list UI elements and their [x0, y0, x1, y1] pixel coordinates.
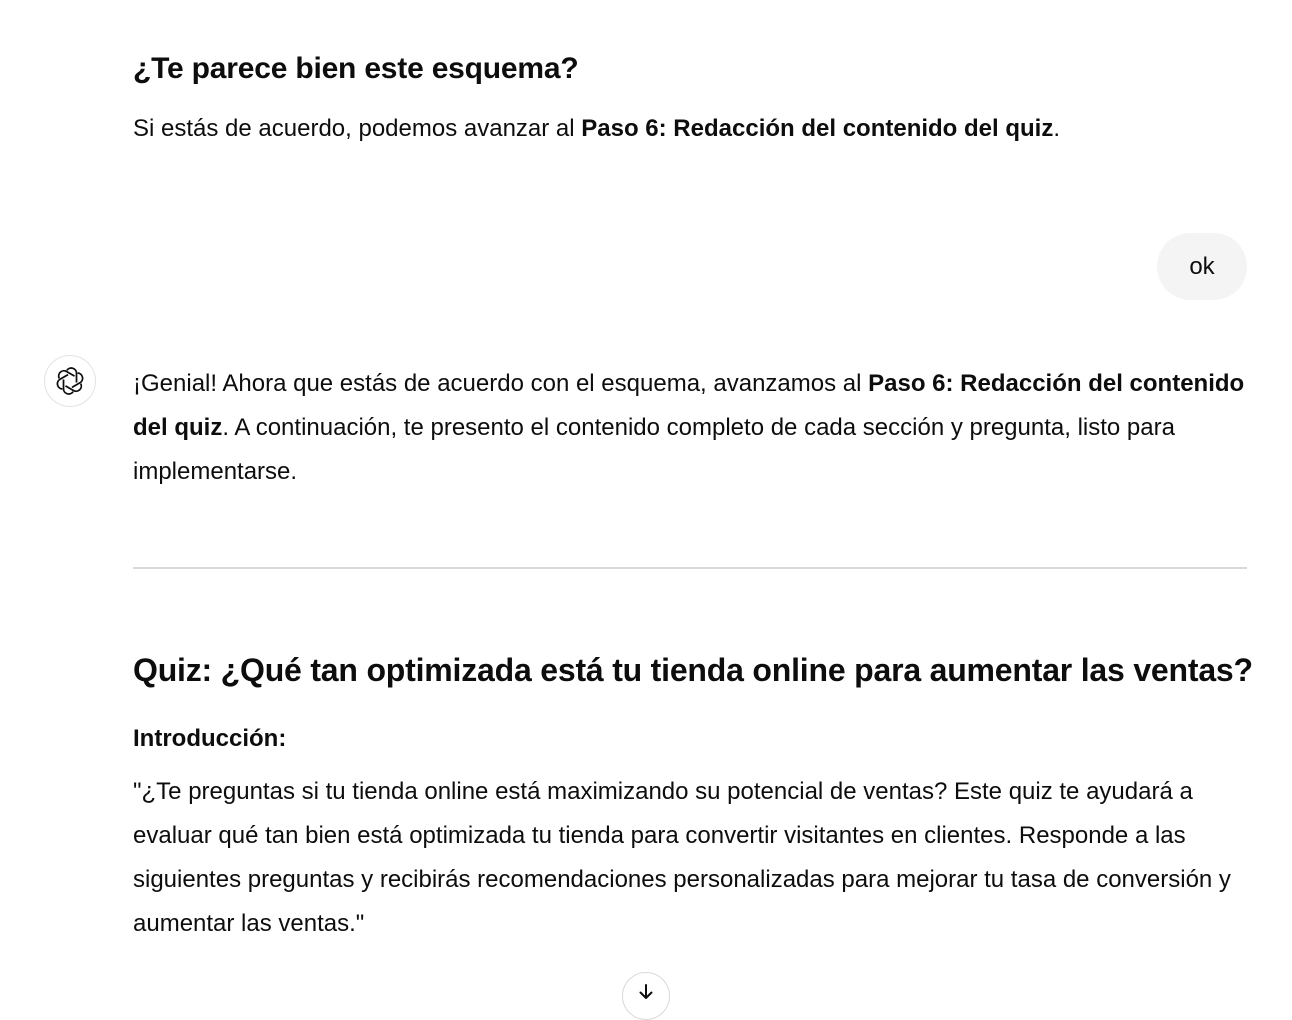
- section-heading: ¿Te parece bien este esquema?: [133, 52, 579, 85]
- quiz-title: Quiz: ¿Qué tan optimizada está tu tienda online para aumentar las ventas?: [133, 652, 1253, 688]
- assistant-intro-paragraph: [133, 362, 1247, 494]
- paragraph-text: Si estás de acuerdo, podemos avanzar al: [133, 115, 582, 142]
- arrow-down-icon: [637, 983, 655, 1001]
- paragraph-text: . A continuación, te presento el contenido completo de cada sección y pregunta, listo para implementarse.: [133, 414, 1175, 485]
- user-message-bubble: [1157, 233, 1247, 300]
- user-message-text: ok: [1189, 252, 1215, 280]
- scroll-to-bottom-button[interactable]: [622, 972, 670, 1020]
- assistant-paragraph: [133, 107, 1247, 151]
- assistant-avatar: [44, 355, 96, 407]
- paragraph-text: ¡Genial! Ahora que estás de acuerdo con el esquema, avanzamos al: [133, 370, 869, 397]
- horizontal-divider: [133, 567, 1247, 569]
- paragraph-text: .: [1053, 115, 1061, 142]
- paragraph-bold-text: Paso 6: Redacción del contenido del quiz: [133, 370, 1245, 441]
- intro-text: "¿Te preguntas si tu tienda online está maximizando su potencial de ventas? Este quiz te ayudará a evaluar qué tan bien está optimizada tu tienda para convertir visitantes en clientes. Responde a las siguientes preguntas y recibirás recomendaciones personalizadas para mejorar tu tasa de conversión y aumentar las ventas.": [133, 778, 1231, 937]
- openai-logo-icon: [55, 366, 85, 396]
- intro-label: Introducción:: [133, 725, 287, 752]
- paragraph-bold-text: Paso 6: Redacción del contenido del quiz: [581, 115, 1054, 142]
